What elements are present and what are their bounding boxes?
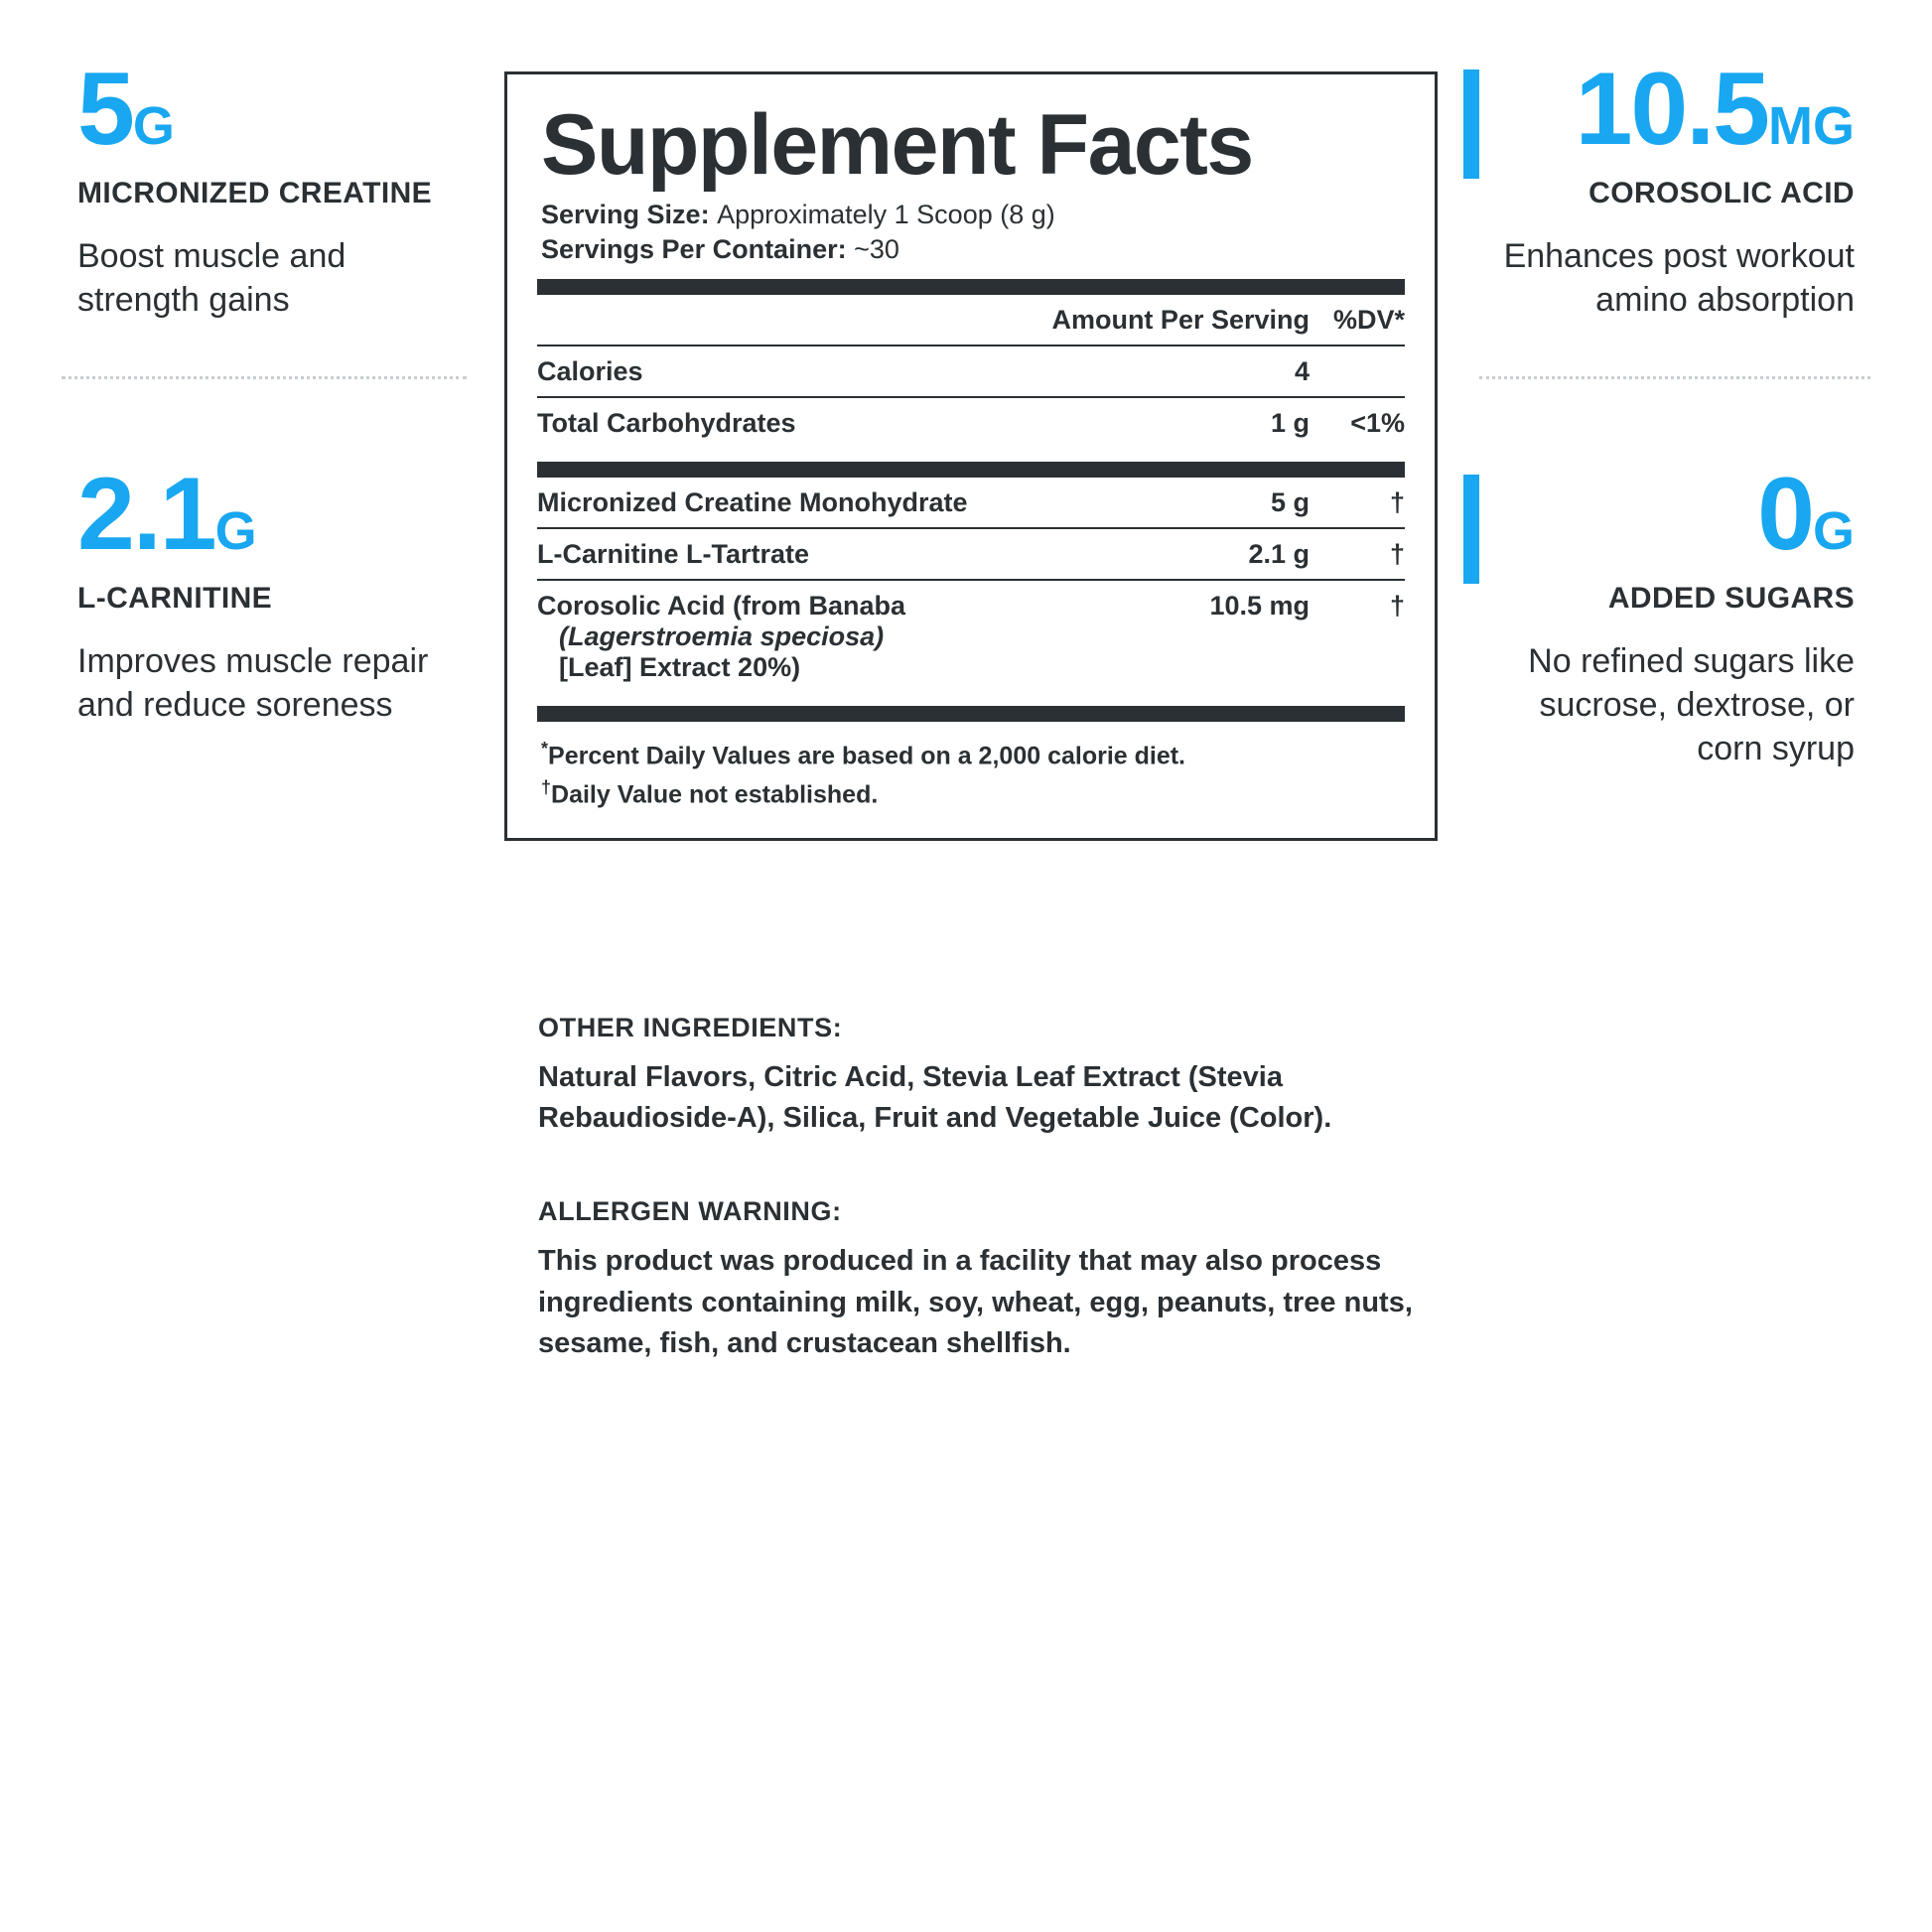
header-percent-dv: %DV* — [1310, 295, 1405, 345]
row-dv — [1310, 345, 1405, 397]
rule-thick-bottom — [537, 706, 1405, 722]
header-amount-per-serving: Amount Per Serving — [924, 295, 1310, 345]
footnotes — [537, 736, 1405, 812]
row-name — [537, 580, 1165, 692]
table-header-row — [537, 295, 1405, 345]
highlight-unit: G — [132, 96, 175, 156]
accent-bar-icon — [1463, 69, 1479, 179]
other-ingredients-heading: OTHER INGREDIENTS: — [538, 1013, 843, 1042]
highlight-title: ADDED SUGARS — [1607, 581, 1855, 615]
asterisk-icon: * — [541, 739, 549, 759]
row-name: Calories — [537, 345, 924, 397]
serving-size-value: Approximately 1 Scoop (8 g) — [717, 200, 1055, 230]
highlight-unit: G — [214, 500, 257, 561]
rule-thick-middle — [537, 462, 1405, 478]
highlight-value — [77, 52, 467, 167]
left-highlights-column — [0, 52, 467, 727]
serving-size-label: Serving Size: — [541, 200, 710, 230]
row-dv: † — [1310, 478, 1405, 528]
other-ingredients-block — [538, 1013, 1451, 1139]
highlight-description: Boost muscle and strength gains — [77, 237, 346, 320]
highlight-description: No refined sugars like sucrose, dextrose, or corn syrup — [1528, 641, 1855, 768]
highlight-value — [1479, 52, 1855, 167]
row-name: L-Carnitine L-Tartrate — [537, 528, 1165, 580]
servings-per-container-value: ~30 — [854, 234, 899, 265]
rule-thick-top — [537, 279, 1405, 295]
table-row — [537, 397, 1405, 448]
footnote-dagger — [541, 774, 1405, 813]
footnote-2-text: Daily Value not established. — [551, 780, 879, 809]
highlight-description: Improves muscle repair and reduce soreness — [77, 641, 429, 725]
row-amount: 5 g — [1165, 478, 1310, 528]
corosolic-line-3: [Leaf] Extract 20%) — [559, 652, 801, 683]
header-blank — [537, 295, 924, 345]
row-dv: † — [1310, 528, 1405, 580]
spacer — [1479, 379, 1932, 465]
highlight-unit: G — [1812, 500, 1855, 561]
row-name: Total Carbohydrates — [537, 408, 796, 439]
highlight-value — [77, 456, 467, 572]
highlight-title: COROSOLIC ACID — [1588, 176, 1855, 209]
row-amount: 1 g — [1270, 408, 1310, 439]
row-amount: 2.1 g — [1165, 528, 1310, 580]
servings-per-container-label: Servings Per Container: — [541, 234, 847, 265]
highlight-number: 5 — [77, 52, 133, 167]
active-ingredients-table — [537, 478, 1405, 692]
highlight-description: Enhances post workout amino absorption — [1503, 237, 1855, 320]
highlight-value — [1479, 456, 1855, 572]
right-highlights-column — [1479, 52, 1932, 771]
highlight-number: 10.5 — [1575, 52, 1768, 167]
supplement-facts-panel — [504, 71, 1438, 841]
row-dv: <1% — [1350, 408, 1405, 439]
dagger-icon: † — [541, 776, 552, 797]
allergen-warning-heading: ALLERGEN WARNING: — [538, 1196, 842, 1227]
corosolic-line-1: Corosolic Acid (from Banaba — [537, 591, 906, 621]
footnote-1-text: Percent Daily Values are based on a 2,000 calorie diet. — [548, 742, 1186, 770]
other-ingredients-body: Natural Flavors, Citric Acid, Stevia Leaf Extract (Stevia Rebaudioside-A), Silica, Fruit and Vegetable Juice (Color). — [538, 1061, 1332, 1135]
highlight-l-carnitine — [0, 456, 467, 728]
highlight-unit: MG — [1768, 96, 1855, 156]
table-row — [537, 528, 1405, 580]
highlight-number: 2.1 — [77, 456, 215, 572]
table-row — [537, 478, 1405, 528]
highlight-title: MICRONIZED CREATINE — [77, 176, 433, 209]
highlight-number: 0 — [1757, 456, 1813, 572]
row-name: Micronized Creatine Monohydrate — [537, 478, 1165, 528]
spacer — [538, 1139, 1451, 1196]
spacer — [0, 379, 467, 465]
highlight-micronized-creatine — [0, 52, 467, 323]
highlight-corosolic-acid — [1479, 52, 1932, 323]
servings-per-container-line — [541, 234, 1405, 265]
footnote-percent-dv — [541, 736, 1405, 774]
table-row-corosolic — [537, 580, 1405, 692]
corosolic-line-2: (Lagerstroemia speciosa) — [559, 621, 885, 652]
supplement-facts-panel-wrapper — [504, 71, 1438, 841]
row-amount: 10.5 mg — [1209, 591, 1310, 621]
supplement-facts-table — [537, 295, 1405, 448]
row-amount: 4 — [924, 345, 1310, 397]
below-panel-text — [538, 1013, 1451, 1364]
highlight-title: L-CARNITINE — [77, 581, 273, 615]
highlight-added-sugars — [1479, 456, 1932, 771]
allergen-warning-body: This product was produced in a facility that may also process ingredients containing milk, soy, wheat, egg, peanuts, tree nuts, sesame, fish, and crustacean shellfish. — [538, 1245, 1413, 1359]
table-row — [537, 345, 1405, 397]
supplement-facts-title: Supplement Facts — [541, 97, 1253, 193]
allergen-warning-block — [538, 1196, 1451, 1364]
row-dv: † — [1389, 591, 1405, 621]
serving-size-line — [541, 200, 1405, 230]
accent-bar-icon — [1463, 475, 1479, 584]
